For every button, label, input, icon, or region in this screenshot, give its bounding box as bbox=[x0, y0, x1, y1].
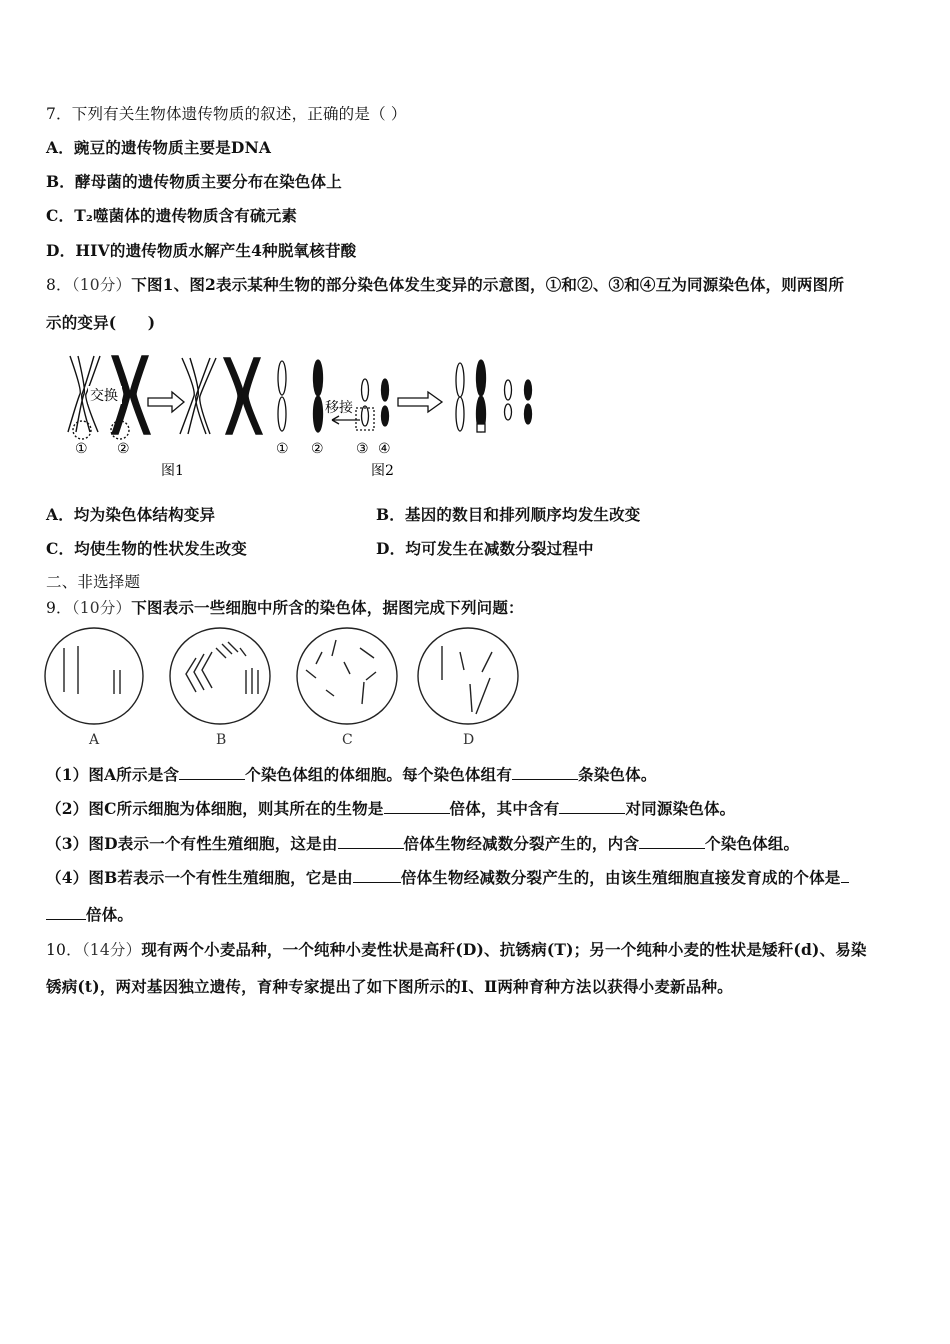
arrow-right-icon bbox=[148, 392, 184, 412]
answer-blank[interactable] bbox=[384, 799, 450, 814]
fig2-after bbox=[456, 360, 532, 432]
cell-d bbox=[418, 628, 518, 724]
q9-sub4-cont: 倍体。 bbox=[46, 903, 133, 925]
fig2-mark-4: ④ bbox=[378, 441, 391, 457]
q10-line1 bbox=[46, 938, 867, 960]
caption-fig2: 图2 bbox=[371, 463, 394, 479]
fig1-after-pair bbox=[180, 358, 262, 434]
fig2-mark-3: ③ bbox=[356, 441, 369, 457]
fig2-mark-2: ② bbox=[311, 441, 324, 457]
q10-line2: 锈病(t)，两对基因独立遗传，育种专家提出了如下图所示的Ⅰ、Ⅱ两种育种方法以获得小麦新品种。 bbox=[46, 977, 733, 996]
answer-blank[interactable] bbox=[841, 868, 849, 883]
q10-score: （14分） bbox=[81, 941, 142, 959]
caption-fig1: 图1 bbox=[161, 463, 184, 479]
cell-label-d: D bbox=[463, 732, 475, 748]
cell-b bbox=[170, 628, 270, 724]
q10-line1-text: 现有两个小麦品种，一个纯种小麦性状是高秆(D)、抗锈病(T)；另一个纯种小麦的性状是矮秆(d)、易染 bbox=[141, 940, 867, 959]
fig2-before bbox=[278, 360, 389, 432]
answer-blank[interactable] bbox=[46, 905, 86, 920]
q8-stem-text: 下图1、图2表示某种生物的部分染色体发生变异的示意图，①和②、③和④互为同源染色体，则两图所 bbox=[131, 275, 845, 294]
q7-option-b: B．酵母菌的遗传物质主要分布在染色体上 bbox=[46, 172, 342, 191]
q8-option-b: B．基因的数目和排列顺序均发生改变 bbox=[376, 505, 641, 524]
chromosome-variation-figure bbox=[60, 350, 540, 482]
label-transfer: 移接 bbox=[325, 400, 353, 416]
q7-option-d: D．HIV的遗传物质水解产生4种脱氧核苷酸 bbox=[46, 241, 357, 260]
q7-option-c: C．T₂噬菌体的遗传物质含有硫元素 bbox=[46, 206, 298, 225]
cell-c bbox=[297, 628, 397, 724]
answer-blank[interactable] bbox=[512, 765, 578, 780]
q7-stem: 7．下列有关生物体遗传物质的叙述，正确的是（ ） bbox=[46, 105, 407, 123]
q10-number: 10． bbox=[46, 941, 82, 959]
answer-blank[interactable] bbox=[179, 765, 245, 780]
q8-option-a: A．均为染色体结构变异 bbox=[46, 505, 216, 524]
answer-blank[interactable] bbox=[353, 868, 401, 883]
q9-stem bbox=[46, 596, 524, 618]
section-heading: 二、非选择题 bbox=[46, 573, 141, 591]
cell-label-b: B bbox=[216, 732, 227, 748]
q8-option-c: C．均使生物的性状发生改变 bbox=[46, 539, 247, 558]
fig2-mark-1: ① bbox=[276, 441, 289, 457]
q9-sub1: （1）图A所示是含 个染色体组的体细胞。每个染色体组有 条染色体。 bbox=[46, 765, 657, 784]
fig1-mark-1: ① bbox=[75, 441, 88, 457]
q8-option-d: D．均可发生在减数分裂过程中 bbox=[376, 539, 594, 558]
q8-stem-line1 bbox=[46, 273, 844, 295]
q9-number: 9． bbox=[46, 599, 72, 617]
q9-score: （10分） bbox=[71, 599, 132, 617]
q9-stem-text: 下图表示一些细胞中所含的染色体，据图完成下列问题： bbox=[131, 598, 524, 617]
cell-a bbox=[45, 628, 143, 724]
q8-number: 8． bbox=[46, 276, 72, 294]
q7-option-a: A．豌豆的遗传物质主要是DNA bbox=[46, 138, 272, 157]
fig1-mark-2: ② bbox=[117, 441, 130, 457]
q8-stem-line2: 示的变异( ) bbox=[46, 313, 156, 332]
answer-blank[interactable] bbox=[338, 834, 404, 849]
cell-label-a: A bbox=[89, 732, 100, 748]
q9-sub2: （2）图C所示细胞为体细胞，则其所在的生物是 倍体，其中含有 对同源染色体。 bbox=[46, 799, 736, 818]
answer-blank[interactable] bbox=[639, 834, 705, 849]
answer-blank[interactable] bbox=[559, 799, 625, 814]
label-exchange: 交换 bbox=[90, 388, 118, 404]
q9-sub3: （3）图D表示一个有性生殖细胞，这是由 倍体生物经减数分裂产生的，内含 个染色体组。 bbox=[46, 834, 800, 853]
q8-score: （10分） bbox=[71, 276, 132, 294]
q9-sub4: （4）图B若表示一个有性生殖细胞，它是由 倍体生物经减数分裂产生的，由该生殖细胞直接发育成的个体是 bbox=[46, 866, 849, 888]
cell-chromosomes-figure bbox=[44, 622, 524, 750]
arrow-right-icon bbox=[398, 392, 442, 412]
cell-label-c: C bbox=[342, 732, 353, 748]
